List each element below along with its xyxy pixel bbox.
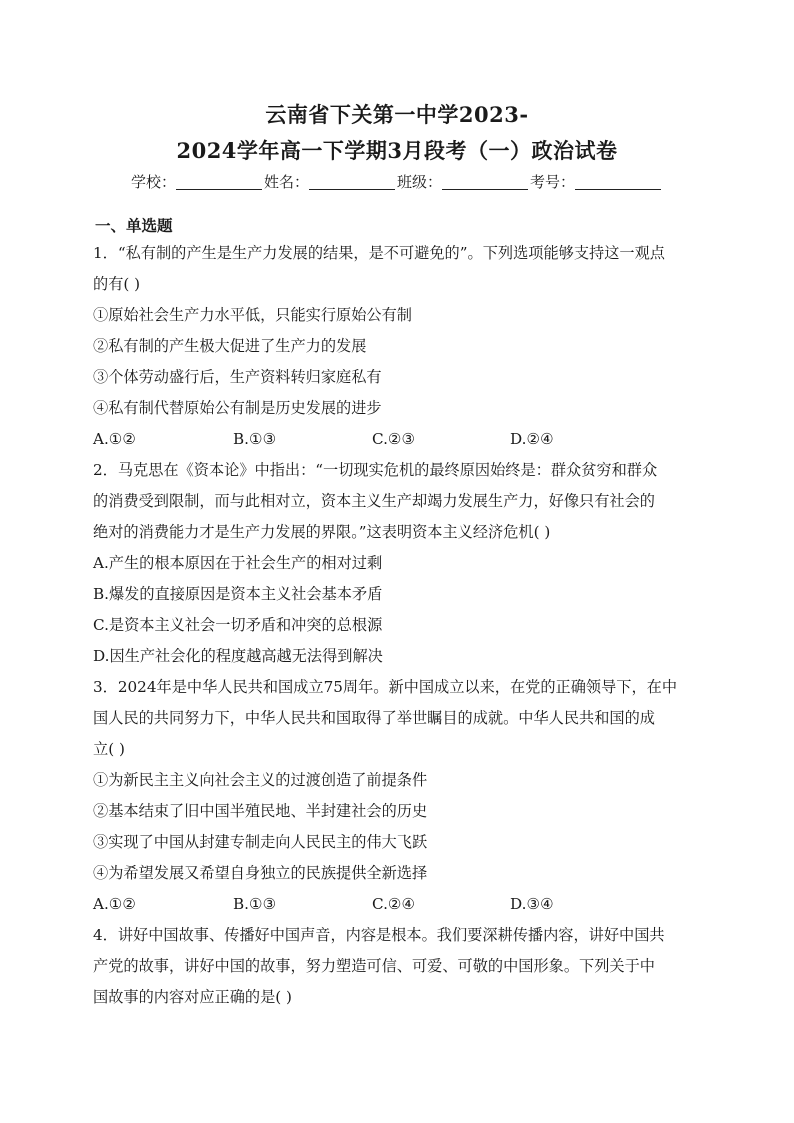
statement-item: ④为希望发展又希望自身独立的民族提供全新选择	[93, 864, 428, 882]
question-stem-line: 国人民的共同努力下，中华人民共和国取得了举世瞩目的成就。中华人民共和国的成	[93, 709, 655, 727]
choice-c[interactable]: C.②③	[372, 430, 416, 448]
choice-row	[93, 889, 703, 920]
school-field	[131, 171, 264, 193]
choice-c[interactable]: C.②④	[372, 895, 416, 913]
statement-item: ①原始社会生产力水平低，只能实行原始公有制	[93, 306, 412, 324]
choice-d[interactable]: D.②④	[510, 430, 554, 448]
choice-b[interactable]: B.①③	[233, 430, 277, 448]
question-stem-line: 立( )	[93, 740, 125, 758]
statement-item: ③个体劳动盛行后，生产资料转归家庭私有	[93, 368, 382, 386]
question-3	[93, 672, 703, 920]
choice-a[interactable]: A.①②	[93, 895, 137, 913]
question-stem-line: 绝对的消费能力才是生产力发展的界限。”这表明资本主义经济危机( )	[93, 523, 551, 541]
choice-row	[93, 424, 703, 455]
statement-item: ①为新民主主义向社会主义的过渡创造了前提条件	[93, 771, 428, 789]
choice-d[interactable]: D.③④	[510, 895, 554, 913]
school-blank[interactable]	[176, 189, 262, 190]
question-content	[93, 216, 703, 1013]
question-stem-line: 产党的故事，讲好中国的故事，努力塑造可信、可爱、可敬的中国形象。下列关于中	[93, 957, 655, 975]
question-stem-line: 1．“私有制的产生是生产力发展的结果，是不可避免的”。下列选项能够支持这一观点	[93, 244, 665, 262]
option-a[interactable]: A.产生的根本原因在于社会生产的相对过剩	[93, 554, 383, 572]
question-4	[93, 920, 703, 1013]
exam-number-blank[interactable]	[575, 189, 661, 190]
name-field	[264, 171, 397, 193]
option-d[interactable]: D.因生产社会化的程度越高越无法得到解决	[93, 647, 383, 665]
statement-item: ③实现了中国从封建专制走向人民民主的伟大飞跃	[93, 833, 428, 851]
student-info-row	[0, 171, 794, 193]
question-stem-line: 2．马克思在《资本论》中指出：“一切现实危机的最终原因始终是：群众贫穷和群众	[93, 461, 658, 479]
question-2	[93, 455, 703, 672]
question-stem-line: 3．2024年是中华人民共和国成立75周年。新中国成立以来，在党的正确领导下，在中	[93, 678, 678, 696]
question-stem-line: 4．讲好中国故事、传播好中国声音，内容是根本。我们要深耕传播内容，讲好中国共	[93, 926, 665, 944]
choice-a[interactable]: A.①②	[93, 430, 137, 448]
class-field	[397, 171, 530, 193]
section-heading: 一、单选题	[95, 216, 173, 235]
question-stem-line: 国故事的内容对应正确的是( )	[93, 988, 292, 1006]
exam-number-field	[530, 171, 663, 193]
exam-title-line2: 2024学年高一下学期3月段考（一）政治试卷	[176, 138, 618, 163]
class-blank[interactable]	[442, 189, 528, 190]
name-blank[interactable]	[309, 189, 395, 190]
question-stem-line: 的有( )	[93, 275, 141, 293]
choice-b[interactable]: B.①③	[233, 895, 277, 913]
statement-item: ④私有制代替原始公有制是历史发展的进步	[93, 399, 382, 417]
option-b[interactable]: B.爆发的直接原因是资本主义社会基本矛盾	[93, 585, 383, 603]
statement-item: ②基本结束了旧中国半殖民地、半封建社会的历史	[93, 802, 428, 820]
school-label: 学校：	[130, 173, 176, 191]
question-stem-line: 的消费受到限制，而与此相对立，资本主义生产却竭力发展生产力，好像只有社会的	[93, 492, 655, 510]
exam-number-label: 考号：	[530, 173, 576, 191]
option-c[interactable]: C.是资本主义社会一切矛盾和冲突的总根源	[93, 616, 383, 634]
class-label: 班级：	[397, 173, 443, 191]
exam-title-line1: 云南省下关第一中学2023-	[265, 102, 529, 127]
name-label: 姓名：	[263, 173, 309, 191]
question-1	[93, 238, 703, 455]
statement-item: ②私有制的产生极大促进了生产力的发展	[93, 337, 367, 355]
